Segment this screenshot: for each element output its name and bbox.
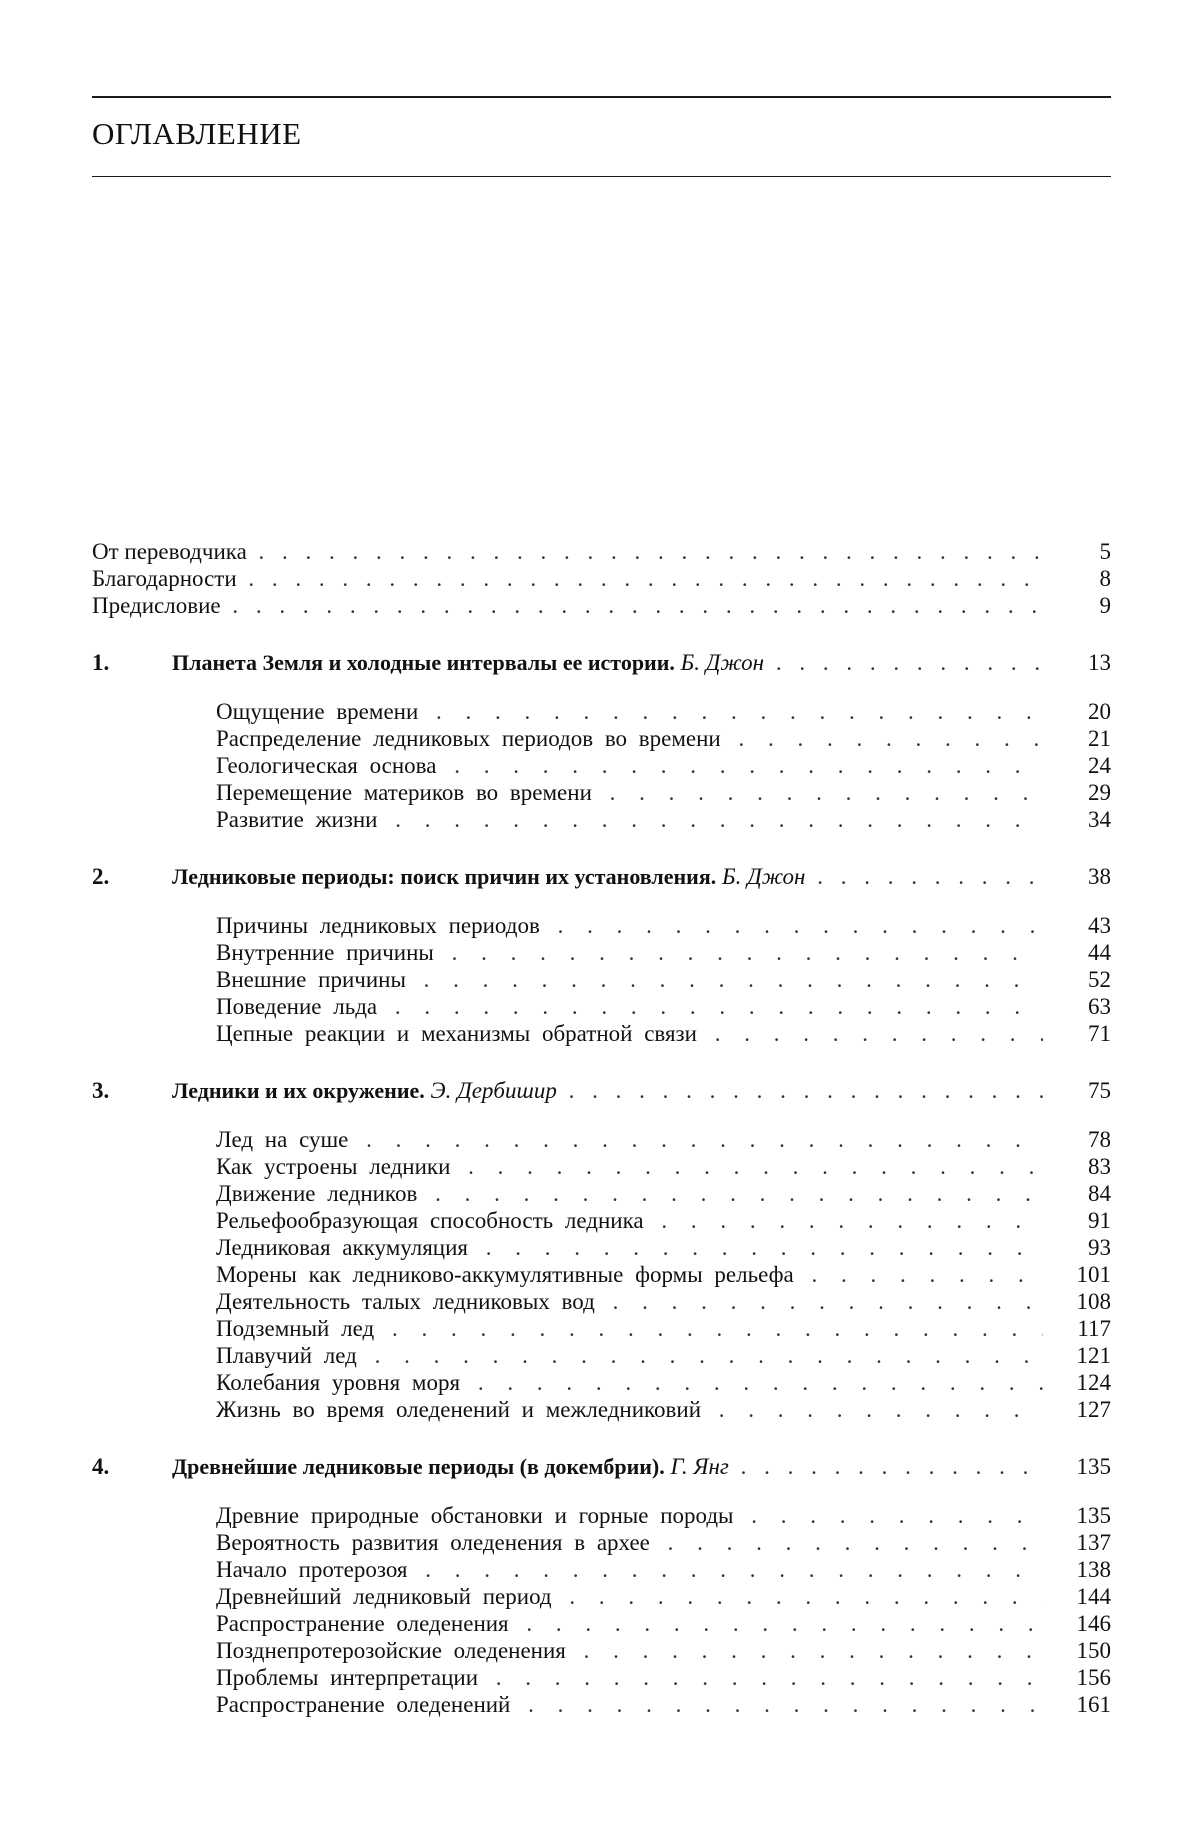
section-title: Древнейший ледниковый период xyxy=(216,1584,552,1609)
toc-page-number: 156 xyxy=(1076,1665,1111,1690)
toc-page-number: 117 xyxy=(1077,1316,1111,1341)
toc-entry-label xyxy=(92,1153,1043,1180)
toc-page-number: 21 xyxy=(1088,726,1111,751)
section-title: Позднепротерозойские оледенения xyxy=(216,1638,566,1663)
toc-entry-label xyxy=(92,1126,1043,1153)
toc-section-entry xyxy=(92,1610,1111,1637)
toc-section-entry xyxy=(92,1234,1111,1261)
section-title: Рельефообразующая способность ледника xyxy=(216,1208,644,1233)
section-title: Колебания уровня моря xyxy=(216,1370,461,1395)
toc-section-entry xyxy=(92,1369,1111,1396)
toc-section-entry xyxy=(92,1126,1111,1153)
toc-entry-label xyxy=(92,1077,1043,1104)
toc-page-number: 146 xyxy=(1076,1611,1111,1636)
toc-entry-label xyxy=(92,698,1043,725)
section-title: Лед на суше xyxy=(216,1127,349,1152)
chapter-number: 1. xyxy=(92,650,110,675)
toc-entry-label xyxy=(92,649,1043,676)
toc-section-entry xyxy=(92,1502,1111,1529)
toc-section-entry xyxy=(92,752,1111,779)
toc-page-number: 63 xyxy=(1088,994,1111,1019)
chapter-author: Б. Джон xyxy=(722,864,806,889)
toc-section-entry xyxy=(92,912,1111,939)
toc-entry-label xyxy=(92,1556,1043,1583)
section-title: Перемещение материков во времени xyxy=(216,780,592,805)
chapter-number: 3. xyxy=(92,1078,110,1103)
toc-section-entry xyxy=(92,1315,1111,1342)
toc-entry-label xyxy=(92,1502,1043,1529)
toc-entry-label xyxy=(92,1396,1043,1423)
toc-section-entry xyxy=(92,698,1111,725)
toc-section-entry xyxy=(92,1020,1111,1047)
toc-page-number: 144 xyxy=(1076,1584,1111,1609)
toc-entry-label xyxy=(92,1342,1043,1369)
chapter-title: Планета Земля и холодные интервалы ее истории. xyxy=(172,650,675,675)
toc-entry-label xyxy=(92,912,1043,939)
toc-page-number: 5 xyxy=(1099,539,1111,564)
toc-section-entry xyxy=(92,1583,1111,1610)
header-bottom-rule xyxy=(92,176,1111,177)
chapter-author: Г. Янг xyxy=(670,1454,729,1479)
toc-page-number: 135 xyxy=(1076,1454,1111,1479)
toc-section-entry xyxy=(92,1180,1111,1207)
toc-page-number: 84 xyxy=(1088,1181,1111,1206)
toc-page-number: 34 xyxy=(1088,807,1111,832)
toc-entry-label xyxy=(92,1315,1043,1342)
section-title: Внешние причины xyxy=(216,967,406,992)
section-title: Ощущение времени xyxy=(216,699,419,724)
toc-entry-label xyxy=(92,1234,1043,1261)
toc-page-number: 121 xyxy=(1076,1343,1111,1368)
toc-section-entry xyxy=(92,1207,1111,1234)
toc-page-number: 161 xyxy=(1076,1692,1111,1717)
section-title: Как устроены ледники xyxy=(216,1154,451,1179)
chapter-number: 4. xyxy=(92,1454,110,1479)
toc-page-number: 83 xyxy=(1088,1154,1111,1179)
section-title: Геологическая основа xyxy=(216,753,437,778)
chapter-title: Ледниковые периоды: поиск причин их установления. xyxy=(172,864,717,889)
toc-section-entry xyxy=(92,1153,1111,1180)
toc-entry-label xyxy=(92,725,1043,752)
section-title: Вероятность развития оледенения в архее xyxy=(216,1530,650,1555)
toc-page-number: 43 xyxy=(1088,913,1111,938)
toc-page-number: 29 xyxy=(1088,780,1111,805)
toc-entry-label xyxy=(92,966,1043,993)
toc-page-number: 8 xyxy=(1099,566,1111,591)
section-title: Поведение льда xyxy=(216,994,378,1019)
toc-entry-label xyxy=(92,1020,1043,1047)
toc-page-number: 9 xyxy=(1099,593,1111,618)
toc-entry-label xyxy=(92,1453,1043,1480)
toc-page-number: 101 xyxy=(1076,1262,1111,1287)
toc-page-number: 108 xyxy=(1076,1289,1111,1314)
toc-section-entry xyxy=(92,993,1111,1020)
toc-entry-label xyxy=(92,1583,1043,1610)
toc-page-number: 135 xyxy=(1076,1503,1111,1528)
section-title: Жизнь во время оледенений и межледниковий xyxy=(216,1397,702,1422)
toc-page-number: 38 xyxy=(1088,864,1111,889)
section-title: Цепные реакции и механизмы обратной связи xyxy=(216,1021,697,1046)
toc-section-entry xyxy=(92,1288,1111,1315)
toc-section-entry xyxy=(92,1556,1111,1583)
section-title: Проблемы интерпретации xyxy=(216,1665,479,1690)
toc-front-entry xyxy=(92,592,1111,619)
toc-section-entry xyxy=(92,1529,1111,1556)
toc-front-entry xyxy=(92,538,1111,565)
toc-section-entry xyxy=(92,1637,1111,1664)
toc-chapter-entry xyxy=(92,649,1111,676)
toc-section-entry xyxy=(92,1691,1111,1718)
toc-entry-label xyxy=(92,1207,1043,1234)
toc-page-number: 91 xyxy=(1088,1208,1111,1233)
toc-entry-text: Благодарности xyxy=(92,566,237,591)
toc-entry-label xyxy=(92,592,1043,619)
toc-entry-text: От переводчика xyxy=(92,539,247,564)
toc-front-entry xyxy=(92,565,1111,592)
toc-entry-label xyxy=(92,1180,1043,1207)
toc-entry-label xyxy=(92,1610,1043,1637)
section-title: Ледниковая аккумуляция xyxy=(216,1235,468,1260)
toc-page-number: 137 xyxy=(1076,1530,1111,1555)
toc-section-entry xyxy=(92,806,1111,833)
toc-entry-label xyxy=(92,863,1043,890)
toc-chapter-entry xyxy=(92,1453,1111,1480)
header-top-rule xyxy=(92,96,1111,98)
chapter-author: Э. Дербишир xyxy=(430,1078,557,1103)
chapter-title: Древнейшие ледниковые периоды (в докембрии). xyxy=(172,1454,665,1479)
toc-section-entry xyxy=(92,779,1111,806)
toc-section-entry xyxy=(92,939,1111,966)
section-title: Древние природные обстановки и горные породы xyxy=(216,1503,734,1528)
toc-entry-label xyxy=(92,939,1043,966)
section-title: Начало протерозоя xyxy=(216,1557,408,1582)
section-title: Плавучий лед xyxy=(216,1343,357,1368)
section-title: Внутренние причины xyxy=(216,940,434,965)
section-title: Подземный лед xyxy=(216,1316,375,1341)
section-title: Распространение оледенения xyxy=(216,1611,509,1636)
toc-entry-label xyxy=(92,538,1043,565)
toc-entry-label xyxy=(92,779,1043,806)
section-title: Движение ледников xyxy=(216,1181,418,1206)
toc-page-number: 52 xyxy=(1088,967,1111,992)
chapter-title: Ледники и их окружение. xyxy=(172,1078,425,1103)
toc-chapter-entry xyxy=(92,863,1111,890)
chapter-number: 2. xyxy=(92,864,110,889)
toc-page-number: 20 xyxy=(1088,699,1111,724)
section-title: Морены как ледниково-аккумулятивные формы рельефа xyxy=(216,1262,794,1287)
toc-page-number: 138 xyxy=(1076,1557,1111,1582)
toc-entry-label xyxy=(92,806,1043,833)
section-title: Причины ледниковых периодов xyxy=(216,913,540,938)
toc-page-number: 93 xyxy=(1088,1235,1111,1260)
toc-entry-label xyxy=(92,1369,1043,1396)
toc-entry-label xyxy=(92,565,1043,592)
toc-page-number: 44 xyxy=(1088,940,1111,965)
toc-section-entry xyxy=(92,966,1111,993)
toc-entry-label xyxy=(92,1288,1043,1315)
toc-section-entry xyxy=(92,1664,1111,1691)
section-title: Распространение оледенений xyxy=(216,1692,511,1717)
section-title: Деятельность талых ледниковых вод xyxy=(216,1289,595,1314)
section-title: Развитие жизни xyxy=(216,807,378,832)
toc-entry-label xyxy=(92,1664,1043,1691)
page-title: ОГЛАВЛЕНИЕ xyxy=(92,116,302,151)
section-title: Распределение ледниковых периодов во времени xyxy=(216,726,721,751)
toc-entry-label xyxy=(92,1691,1043,1718)
table-of-contents xyxy=(92,538,1111,1718)
toc-page-number: 150 xyxy=(1076,1638,1111,1663)
toc-section-entry xyxy=(92,725,1111,752)
toc-section-entry xyxy=(92,1261,1111,1288)
toc-section-entry xyxy=(92,1342,1111,1369)
toc-page-number: 75 xyxy=(1088,1078,1111,1103)
toc-entry-label xyxy=(92,752,1043,779)
toc-page-number: 24 xyxy=(1088,753,1111,778)
toc-page-number: 78 xyxy=(1088,1127,1111,1152)
toc-entry-label xyxy=(92,993,1043,1020)
toc-section-entry xyxy=(92,1396,1111,1423)
toc-page-number: 13 xyxy=(1088,650,1111,675)
toc-entry-text: Предисловие xyxy=(92,593,221,618)
toc-page-number: 71 xyxy=(1088,1021,1111,1046)
toc-page-number: 124 xyxy=(1076,1370,1111,1395)
toc-entry-label xyxy=(92,1261,1043,1288)
toc-entry-label xyxy=(92,1637,1043,1664)
toc-entry-label xyxy=(92,1529,1043,1556)
toc-chapter-entry xyxy=(92,1077,1111,1104)
chapter-author: Б. Джон xyxy=(680,650,765,675)
toc-page-number: 127 xyxy=(1076,1397,1111,1422)
